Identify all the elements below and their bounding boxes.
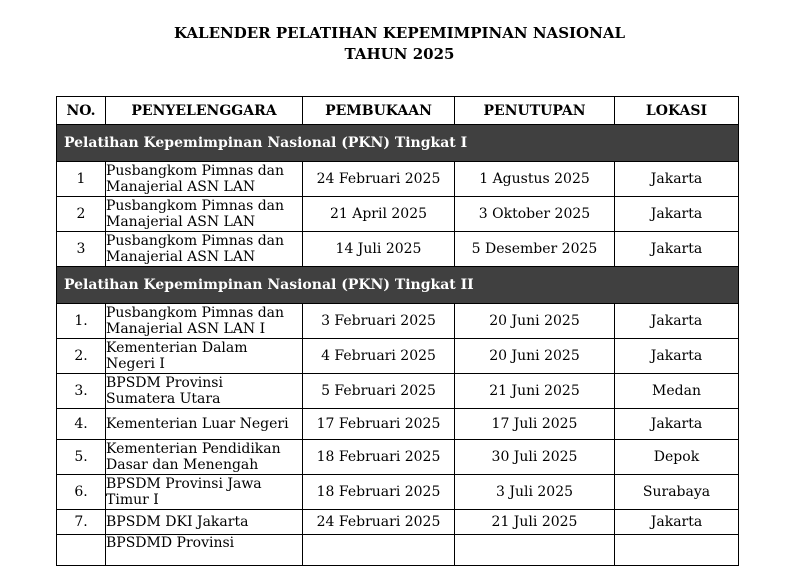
row-closing: 1 Agustus 2025 <box>455 162 615 197</box>
row-closing: 5 Desember 2025 <box>455 232 615 267</box>
row-opening: 14 Juli 2025 <box>303 232 455 267</box>
organizer-line-2: Manajerial ASN LAN I <box>106 321 266 337</box>
training-calendar-table <box>56 96 739 566</box>
row-closing: 21 Juli 2025 <box>455 510 615 535</box>
row-location: Jakarta <box>615 304 739 339</box>
organizer-line-1: Pusbangkom Pimnas dan <box>106 305 285 321</box>
row-location: Medan <box>615 374 739 409</box>
row-closing: 3 Juli 2025 <box>455 475 615 510</box>
row-organizer <box>106 409 303 440</box>
row-opening: 3 Februari 2025 <box>303 304 455 339</box>
organizer-line-1: Pusbangkom Pimnas dan <box>106 198 285 214</box>
row-no: 2. <box>57 339 106 374</box>
header-organizer: PENYELENGGARA <box>106 97 303 125</box>
organizer-line-2: Manajerial ASN LAN <box>106 249 256 265</box>
header-no: NO. <box>57 97 106 125</box>
organizer-line-2: Dasar dan Menengah <box>106 457 259 473</box>
row-closing: 3 Oktober 2025 <box>455 197 615 232</box>
section-row-pkn-2 <box>57 267 739 304</box>
organizer-line-1: BPSDM DKI Jakarta <box>106 514 249 530</box>
table-row <box>57 409 739 440</box>
row-closing: 21 Juni 2025 <box>455 374 615 409</box>
document-title: KALENDER PELATIHAN KEPEMIMPINAN NASIONAL <box>173 24 626 42</box>
row-opening <box>303 535 455 566</box>
row-organizer <box>106 510 303 535</box>
row-opening: 18 Februari 2025 <box>303 440 455 475</box>
table-row <box>57 535 739 566</box>
row-organizer <box>106 440 303 475</box>
header-location: LOKASI <box>615 97 739 125</box>
row-opening: 24 Februari 2025 <box>303 162 455 197</box>
row-no: 5. <box>57 440 106 475</box>
table-row <box>57 304 739 339</box>
row-no: 3. <box>57 374 106 409</box>
row-organizer <box>106 535 303 566</box>
table-row <box>57 510 739 535</box>
table-row <box>57 374 739 409</box>
row-organizer <box>106 197 303 232</box>
row-location: Depok <box>615 440 739 475</box>
row-no: 4. <box>57 409 106 440</box>
row-location: Surabaya <box>615 475 739 510</box>
row-opening: 18 Februari 2025 <box>303 475 455 510</box>
row-location: Jakarta <box>615 510 739 535</box>
organizer-line-1: Kementerian Pendidikan <box>106 441 281 457</box>
organizer-line-1: BPSDM Provinsi Jawa <box>106 476 262 492</box>
row-location: Jakarta <box>615 197 739 232</box>
row-organizer <box>106 304 303 339</box>
row-closing: 20 Juni 2025 <box>455 339 615 374</box>
row-location: Jakarta <box>615 339 739 374</box>
table-row <box>57 339 739 374</box>
row-organizer <box>106 475 303 510</box>
table-row <box>57 475 739 510</box>
row-no: 6. <box>57 475 106 510</box>
header-opening: PEMBUKAAN <box>303 97 455 125</box>
section-row-pkn-1 <box>57 125 739 162</box>
row-closing: 30 Juli 2025 <box>455 440 615 475</box>
row-closing: 17 Juli 2025 <box>455 409 615 440</box>
organizer-line-1: BPSDMD Provinsi <box>106 535 235 551</box>
row-location <box>615 535 739 566</box>
organizer-line-2: Timur I <box>106 492 159 508</box>
organizer-line-1: Pusbangkom Pimnas dan <box>106 233 285 249</box>
row-opening: 24 Februari 2025 <box>303 510 455 535</box>
organizer-line-1: Kementerian Luar Negeri <box>106 416 289 432</box>
header-closing: PENUTUPAN <box>455 97 615 125</box>
section-title: Pelatihan Kepemimpinan Nasional (PKN) Tingkat II <box>57 267 739 304</box>
table-row <box>57 232 739 267</box>
row-organizer <box>106 339 303 374</box>
organizer-line-2: Negeri I <box>106 356 165 372</box>
organizer-line-1: BPSDM Provinsi <box>106 375 223 391</box>
row-no: 1 <box>57 162 106 197</box>
document-subtitle-year: TAHUN 2025 <box>344 45 455 63</box>
row-no: 3 <box>57 232 106 267</box>
organizer-line-2: Manajerial ASN LAN <box>106 179 256 195</box>
row-location: Jakarta <box>615 232 739 267</box>
row-opening: 4 Februari 2025 <box>303 339 455 374</box>
table-header-row <box>57 97 739 125</box>
row-no <box>57 535 106 566</box>
organizer-line-2: Sumatera Utara <box>106 391 221 407</box>
organizer-line-2: Manajerial ASN LAN <box>106 214 256 230</box>
row-location: Jakarta <box>615 409 739 440</box>
row-organizer <box>106 162 303 197</box>
row-organizer <box>106 374 303 409</box>
table-row <box>57 162 739 197</box>
row-closing: 20 Juni 2025 <box>455 304 615 339</box>
row-closing <box>455 535 615 566</box>
table-row <box>57 440 739 475</box>
row-opening: 21 April 2025 <box>303 197 455 232</box>
row-organizer <box>106 232 303 267</box>
organizer-line-1: Kementerian Dalam <box>106 340 248 356</box>
row-no: 7. <box>57 510 106 535</box>
row-no: 2 <box>57 197 106 232</box>
row-opening: 17 Februari 2025 <box>303 409 455 440</box>
organizer-line-1: Pusbangkom Pimnas dan <box>106 163 285 179</box>
table-row <box>57 197 739 232</box>
row-opening: 5 Februari 2025 <box>303 374 455 409</box>
section-title: Pelatihan Kepemimpinan Nasional (PKN) Tingkat I <box>57 125 739 162</box>
row-location: Jakarta <box>615 162 739 197</box>
row-no: 1. <box>57 304 106 339</box>
